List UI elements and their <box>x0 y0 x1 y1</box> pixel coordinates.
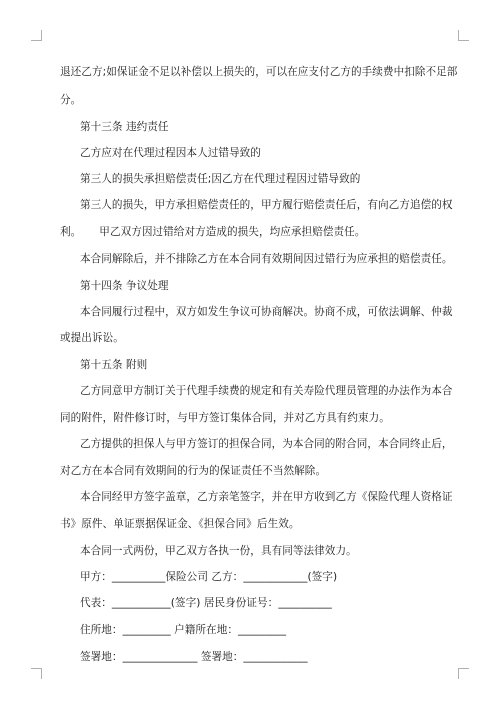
crop-mark-bottom-left <box>31 668 42 679</box>
paragraph-line: 书》原件、单证票据保证金、《担保合同》后生效。 <box>60 517 300 530</box>
paragraph-line: 分。 <box>60 93 82 106</box>
paragraph-line: 本合同经甲方签字盖章，乙方亲笔签字，并在甲方收到乙方《保险代理人资格证 <box>80 490 453 503</box>
section-heading-article-13: 第十三条 违约责任 <box>80 120 169 133</box>
section-heading-article-14: 第十四条 争议处理 <box>80 279 169 292</box>
paragraph-line: 同的附件，附件修订时，与甲方签订集体合同，并对乙方具有约束力。 <box>60 412 390 425</box>
paragraph-line: 乙方应对在代理过程因本人过错导致的 <box>80 146 261 159</box>
signature-line-address: 住所地：_________ 户籍所在地：_________ <box>80 624 287 637</box>
paragraph-line: 对乙方在本合同有效期间的行为的保证责任不当然解除。 <box>60 464 327 477</box>
paragraph-line: 本合同一式两份，甲乙双方各执一份，具有同等法律效力。 <box>80 544 357 557</box>
paragraph-line: 利。 甲乙双方因过错给对方造成的损失，均应承担赔偿责任。 <box>60 226 366 239</box>
paragraph-line: 第三人的损失，甲方承担赔偿责任的，甲方履行赔偿责任后，有向乙方追偿的权 <box>80 199 453 212</box>
paragraph-line: 退还乙方;如保证金不足以补偿以上损失的，可以在应支付乙方的手续费中扣除不足部 <box>60 66 458 78</box>
signature-line-representative: 代表：___________(签字) 居民身份证号：__________ <box>80 597 332 610</box>
paragraph-line: 本合同履行过程中，双方如发生争议可协商解决。协商不成，可依法调解、仲裁 <box>80 305 453 318</box>
paragraph-line: 乙方提供的担保人与甲方签订的担保合同，为本合同的附合同，本合同终止后， <box>80 438 453 451</box>
section-heading-article-15: 第十五条 附则 <box>80 358 148 371</box>
paragraph-line: 乙方同意甲方制订关于代理手续费的规定和有关寿险代理员管理的办法作为本合 <box>80 385 453 398</box>
crop-mark-bottom-right <box>458 668 469 679</box>
signature-line-party-a: 甲方：__________保险公司 乙方：____________(签字) <box>80 570 338 583</box>
crop-mark-top-right <box>458 30 469 41</box>
signature-line-signing-place: 签署地：______________ 签署地：____________ <box>80 651 308 663</box>
paragraph-line: 本合同解除后，并不排除乙方在本合同有效期间因过错行为应承担的赔偿责任。 <box>80 252 453 265</box>
paragraph-line: 或提出诉讼。 <box>60 331 124 344</box>
paragraph-line: 第三人的损失承担赔偿责任;因乙方在代理过程因过错导致的 <box>80 173 361 186</box>
crop-mark-top-left <box>31 30 42 41</box>
